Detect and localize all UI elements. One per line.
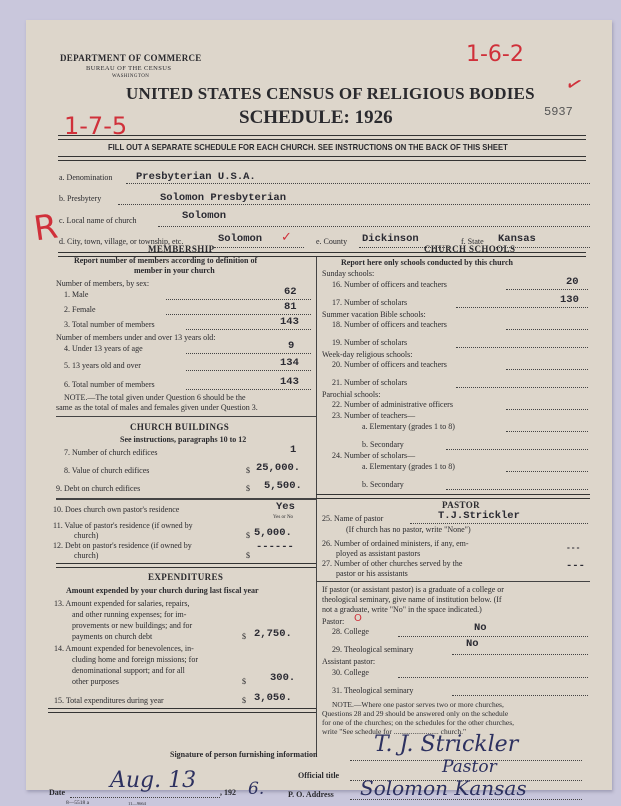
asst-seminary-line xyxy=(452,695,588,696)
edifice-debt-value[interactable]: 5,500. xyxy=(264,480,302,492)
total-members-2-label: 6. Total number of members xyxy=(64,380,155,389)
row-line xyxy=(506,431,588,432)
official-title-value[interactable]: Pastor xyxy=(442,757,497,777)
membership-note-2: same as the total of males and females given under Question 3. xyxy=(56,403,258,412)
dollar-sign: $ xyxy=(242,632,246,641)
assistant-count-value[interactable]: --- xyxy=(566,544,581,553)
local-name-line xyxy=(158,226,590,227)
form-number: 8—5518 a xyxy=(66,800,90,806)
instructions-rule xyxy=(58,156,586,161)
pastor-name-label: 25. Name of pastor xyxy=(322,514,384,523)
female-label: 2. Female xyxy=(64,305,96,314)
seminary-value[interactable]: No xyxy=(466,638,479,650)
denomination-line xyxy=(126,183,590,184)
male-label: 1. Male xyxy=(64,290,89,299)
membership-intro-1: Report number of members according to definition of xyxy=(74,256,258,265)
par-teachers-sec-label: b. Secondary xyxy=(362,440,404,449)
row-line xyxy=(166,314,311,315)
total-members-value[interactable]: 143 xyxy=(280,316,299,328)
residence-debt-label: 12. Debt on pastor's residence (if owned by xyxy=(53,541,192,550)
pastor-note-3: for one of the churches; on the schedules for the other churches, xyxy=(322,718,515,727)
column-divider xyxy=(316,257,317,757)
buildings-rule xyxy=(56,498,316,500)
state-value[interactable]: Kansas xyxy=(498,233,536,245)
row-line xyxy=(446,449,588,450)
row-line xyxy=(166,299,311,300)
year-value[interactable]: 6. xyxy=(248,779,265,799)
pastor-note-4: write "See schedule for ........................ church." xyxy=(322,727,467,736)
state-label: f. State xyxy=(461,237,484,246)
ss-scholars-label: 17. Number of scholars xyxy=(332,298,408,307)
serial-number: 5937 xyxy=(544,105,573,119)
row-line xyxy=(186,353,311,354)
over13-label: 5. 13 years old and over xyxy=(64,361,141,370)
bureau-city: WASHINGTON xyxy=(112,74,150,79)
row-line xyxy=(506,471,588,472)
par-teachers-elem-label: a. Elementary (grades 1 to 8) xyxy=(362,422,455,431)
residence-value-value[interactable]: 5,000. xyxy=(254,527,292,539)
summer-schools-label: Summer vacation Bible schools: xyxy=(322,310,426,319)
bureau-name: BUREAU OF THE CENSUS xyxy=(86,65,172,72)
dollar-sign: $ xyxy=(246,551,250,560)
dollar-sign: $ xyxy=(246,484,250,493)
exp13-line1: 13. Amount expended for salaries, repairs, xyxy=(54,599,190,608)
par-scholars-elem-label: a. Elementary (grades 1 to 8) xyxy=(362,462,455,471)
ss-officers-value[interactable]: 20 xyxy=(566,276,579,288)
red-check-city: ✓ xyxy=(281,230,292,245)
exp13-line3: provements or new buildings; and for xyxy=(72,621,193,630)
county-label: e. County xyxy=(316,237,348,246)
exp13-line4: payments on church debt xyxy=(72,632,153,641)
asst-college-line xyxy=(398,677,588,678)
pastor-note-1: NOTE.—Where one pastor serves two or more churches, xyxy=(332,700,504,709)
row-line xyxy=(506,369,588,370)
age-label: Number of members under and over 13 years old: xyxy=(56,333,216,342)
svbs-officers-label: 18. Number of officers and teachers xyxy=(332,320,447,329)
yes-no-hint: Yes or No xyxy=(273,515,294,520)
dollar-sign: $ xyxy=(242,696,246,705)
denomination-label: a. Denomination xyxy=(59,173,113,182)
row-line xyxy=(506,289,588,290)
seminary-line xyxy=(452,654,588,655)
red-code-left: 1-7-5 xyxy=(64,112,128,140)
local-name-label: c. Local name of church xyxy=(59,216,137,225)
edifices-label: 7. Number of church edifices xyxy=(64,448,158,457)
signature-label: Signature of person furnishing information xyxy=(170,750,318,759)
membership-rule xyxy=(56,416,316,417)
row-line xyxy=(186,329,311,330)
college-line xyxy=(398,636,588,637)
female-value[interactable]: 81 xyxy=(284,301,297,313)
denomination-value[interactable]: Presbyterian U.S.A. xyxy=(136,171,256,183)
row-line xyxy=(456,387,588,388)
pastor-note-2: Questions 28 and 29 should be answered only on the schedule xyxy=(322,709,509,718)
pastor-name-line xyxy=(410,523,588,524)
other-churches-value[interactable]: --- xyxy=(566,560,585,572)
college-value[interactable]: No xyxy=(474,622,487,634)
assistant-count-label-2: ployed as assistant pastors xyxy=(336,549,421,558)
exp14-line4: other purposes xyxy=(72,677,119,686)
residence-debt-value[interactable]: ------ xyxy=(256,541,294,553)
church-schools-sub: Report here only schools conducted by this church xyxy=(341,258,513,267)
red-circle-mark: O xyxy=(354,613,362,624)
par-admin-label: 22. Number of administrative officers xyxy=(332,400,453,409)
county-value[interactable]: Dickinson xyxy=(362,233,419,245)
pastor-rule xyxy=(316,581,590,582)
row-line xyxy=(186,389,311,390)
seminary-label: 29. Theological seminary xyxy=(332,645,414,654)
edifice-value-value[interactable]: 25,000. xyxy=(256,462,301,474)
residence-own-label: 10. Does church own pastor's residence xyxy=(53,505,180,514)
parochial-schools-label: Parochial schools: xyxy=(322,390,381,399)
local-name-value[interactable]: Solomon xyxy=(182,210,227,222)
red-circled-letter: R xyxy=(31,206,61,250)
form-title: UNITED STATES CENSUS OF RELIGIOUS BODIES xyxy=(126,84,535,103)
sunday-schools-label: Sunday schools: xyxy=(322,269,375,278)
row-line xyxy=(456,307,588,308)
exp14-line1: 14. Amount expended for benevolences, in- xyxy=(54,644,194,653)
instructions-line: FILL OUT A SEPARATE SCHEDULE FOR EACH CHURCH. SEE INSTRUCTIONS ON THE BACK OF THIS SHEET xyxy=(108,142,508,152)
presbytery-value[interactable]: Solomon Presbyterian xyxy=(160,192,287,204)
exp15-line1: 15. Total expenditures during year xyxy=(54,696,164,705)
row-line xyxy=(506,329,588,330)
exp14-line2: cluding home and foreign missions; for xyxy=(72,655,198,664)
total-members-label: 3. Total number of members xyxy=(64,320,155,329)
edifices-value[interactable]: 1 xyxy=(290,444,297,456)
by-sex-label: Number of members, by sex: xyxy=(56,279,150,288)
address-label: P. O. Address xyxy=(288,790,334,799)
red-check-mark: ✓ xyxy=(562,69,587,99)
ss-officers-label: 16. Number of officers and teachers xyxy=(332,280,447,289)
print-number: 11—9664 xyxy=(128,801,146,806)
department-name: DEPARTMENT OF COMMERCE xyxy=(60,53,202,63)
year-prefix: , 192 xyxy=(220,788,236,797)
assistant-pastor-subheading: Assistant pastor: xyxy=(322,657,376,666)
par-scholars-label: 24. Number of scholars— xyxy=(332,451,416,460)
edifice-value-label: 8. Value of church edifices xyxy=(64,466,150,475)
other-churches-label-2: pastor or his assistants xyxy=(336,569,408,578)
header-rule xyxy=(58,135,586,140)
dollar-sign: $ xyxy=(246,466,250,475)
wd-officers-label: 20. Number of officers and teachers xyxy=(332,360,447,369)
exp14-line3: denominational support; and for all xyxy=(72,666,185,675)
signature-value[interactable]: T. J. Strickler xyxy=(374,732,519,757)
wd-scholars-label: 21. Number of scholars xyxy=(332,378,408,387)
presbytery-line xyxy=(118,204,590,205)
assistant-count-label: 26. Number of ordained ministers, if any, em- xyxy=(322,539,469,548)
asst-seminary-label: 31. Theological seminary xyxy=(332,686,414,695)
buildings-rule-2 xyxy=(56,563,316,568)
asst-college-label: 30. College xyxy=(332,668,369,677)
dollar-sign: $ xyxy=(242,677,246,686)
pastor-name-value[interactable]: T.J.Strickler xyxy=(438,510,520,522)
city-label: d. City, town, village, or township, etc. xyxy=(59,237,184,246)
under13-value[interactable]: 9 xyxy=(288,340,295,352)
under13-label: 4. Under 13 years of age xyxy=(64,344,143,353)
svbs-scholars-label: 19. Number of scholars xyxy=(332,338,408,347)
red-code-right: 1-6-2 xyxy=(466,42,524,67)
expenditures-heading: EXPENDITURES xyxy=(148,572,224,582)
graduate-note-1: If pastor (or assistant pastor) is a graduate of a college or xyxy=(322,585,504,594)
graduate-note-2: theological seminary, give name of institution below. (If xyxy=(322,595,502,604)
weekday-schools-label: Week-day religious schools: xyxy=(322,350,413,359)
address-value[interactable]: Solomon Kansas xyxy=(360,776,527,800)
graduate-note-3: not a graduate, write "No" in the space indicated.) xyxy=(322,605,482,614)
presbytery-label: b. Presbytery xyxy=(59,194,102,203)
church-buildings-sub: See instructions, paragraphs 10 to 12 xyxy=(120,435,247,444)
male-value[interactable]: 62 xyxy=(284,286,297,298)
residence-own-value[interactable]: Yes xyxy=(276,501,295,513)
membership-intro-2: member in your church xyxy=(134,266,215,275)
other-churches-label: 27. Number of other churches served by the xyxy=(322,559,463,568)
ss-scholars-value[interactable]: 130 xyxy=(560,294,579,306)
residence-debt-label-2: church) xyxy=(74,551,99,560)
pastor-heading: PASTOR xyxy=(442,500,481,510)
pastor-name-hint: (If church has no pastor, write "None") xyxy=(346,525,471,534)
exp15-value[interactable]: 3,050. xyxy=(254,692,292,704)
par-scholars-sec-label: b. Secondary xyxy=(362,480,404,489)
date-line xyxy=(70,797,220,798)
membership-note-1: NOTE.—The total given under Question 6 should be the xyxy=(64,393,246,402)
par-teachers-label: 23. Number of teachers— xyxy=(332,411,416,420)
expenditures-sub: Amount expended by your church during last fiscal year xyxy=(66,586,259,595)
date-label: Date xyxy=(49,788,65,797)
city-value[interactable]: Solomon xyxy=(218,233,263,245)
date-value[interactable]: Aug. 13 xyxy=(110,768,197,793)
total-members-2-value[interactable]: 143 xyxy=(280,376,299,388)
city-line xyxy=(214,247,304,248)
official-title-label: Official title xyxy=(298,771,340,780)
church-buildings-heading: CHURCH BUILDINGS xyxy=(130,422,230,432)
edifice-debt-label: 9. Debt on church edifices xyxy=(56,484,141,493)
row-line xyxy=(186,370,311,371)
residence-value-label-2: church) xyxy=(74,531,99,540)
exp14-value[interactable]: 300. xyxy=(270,672,296,684)
row-line xyxy=(506,409,588,410)
dollar-sign: $ xyxy=(246,531,250,540)
expenditures-rule xyxy=(48,708,316,713)
pastor-subheading: Pastor: xyxy=(322,617,345,626)
row-line xyxy=(456,347,588,348)
over13-value[interactable]: 134 xyxy=(280,357,299,369)
census-schedule-sheet xyxy=(26,20,612,806)
schedule-year: SCHEDULE: 1926 xyxy=(239,107,393,128)
exp13-line2: and other running expenses; for im- xyxy=(72,610,187,619)
schools-rule xyxy=(316,494,590,499)
row-line xyxy=(446,489,588,490)
college-label: 28. College xyxy=(332,627,369,636)
church-schools-heading: CHURCH SCHOOLS xyxy=(424,244,516,254)
residence-value-label: 11. Value of pastor's residence (if owned by xyxy=(53,521,193,530)
exp13-value[interactable]: 2,750. xyxy=(254,628,292,640)
membership-heading: MEMBERSHIP xyxy=(148,244,215,254)
